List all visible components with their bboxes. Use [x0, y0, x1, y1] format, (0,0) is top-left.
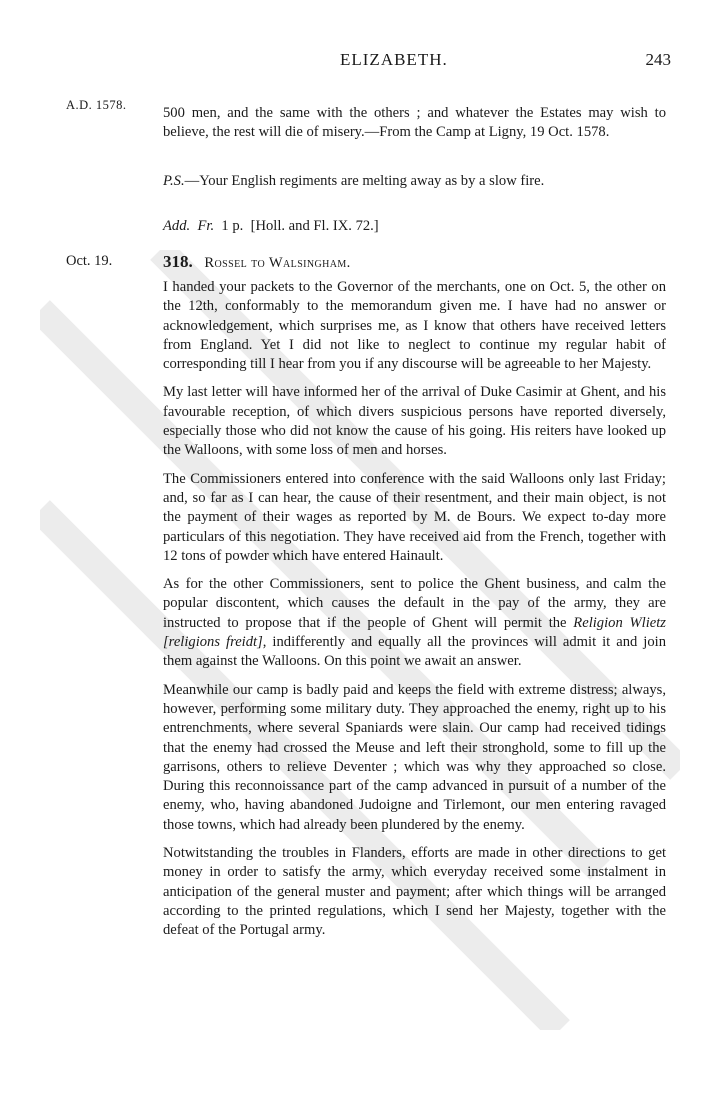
paragraph-4-bracket: [religions freidt]: [163, 634, 263, 651]
running-title: ELIZABETH.: [340, 50, 448, 69]
paragraph-1: I handed your packets to the Governor of the merchants, one on Oct. 5, the other on the 12th, conformably to the memorandum given me. I have had no answer or acknowledgement, which surprises me, as I know that others have received letters from England. Yet I did not like to neglect to continue my regular habit of corresponding till I hear from you if any discourse will be agreeable to her Majesty.: [163, 279, 666, 373]
source-lang: Fr.: [197, 218, 215, 234]
source-reference: [Holl. and Fl. IX. 72.]: [250, 218, 379, 234]
entry-title: Rossel to Walsingham.: [204, 255, 351, 271]
paragraph-2: My last letter will have informed her of the arrival of Duke Casimir at Ghent, and his favourable reception, of which divers suspicious persons have reported diversely, especially those who did not know the cause of his going. His reiters have looked up the Walloons, with some loss of men and horses.: [163, 384, 666, 459]
postscript-text: —Your English regiments are melting away as by a slow fire.: [184, 173, 545, 189]
paragraph-3: The Commissioners entered into conference with the said Walloons only last Friday; and, so far as I can hear, the cause of their resentment, and their main object, is not the payment of their wages as reported by M. de Bours. We expect to-day more particulars of this negotiation. They have received aid from the French, together with 12 tons of powder which have entered Hainault.: [163, 470, 666, 564]
margin-date-note: Oct. 19.: [66, 253, 113, 269]
paragraph-4-before: As for the other Commissioners, sent to police the Ghent business, and calm the popular discontent, which causes the default in the pay of the army, they are instructed to propose that if the people of Ghent will permit the: [163, 576, 666, 631]
letter-body: [163, 278, 666, 950]
paragraph-6: Notwitstanding the troubles in Flanders, efforts are made in other directions to get money in order to satisfy the army, which everyday received some instalment in anticipation of the general muster and payment; after which things will be arranged according to the printed regulations, which I send her Majesty, together with the defeat of the Portugal army.: [163, 845, 666, 939]
source-note: [163, 217, 666, 236]
continued-text: 500 men, and the same with the others ; and whatever the Estates may wish to believe, the rest will die of misery.—From the Camp at Ligny, 19 Oct. 1578.: [163, 105, 666, 141]
postscript: [163, 172, 666, 191]
postscript-label: P.S.: [163, 173, 185, 189]
paragraph-5: Meanwhile our camp is badly paid and keeps the field with extreme distress; always, however, performing some military duty. They approached the enemy, right up to his entrenchments, where several Spaniards were slain. Our camp had received tidings that the enemy had crossed the Meuse and left their stronghold, some to fill up the garrisons, others to relieve Deventer ; which was why they approached so close. During this reconnoissance part of the camp advanced in pursuit of a number of the enemy, who, having abandoned Judoigne and Tirlemont, our men entering ravaged those towns, which had already been plundered by the enemy.: [163, 681, 666, 833]
margin-year-note: A.D. 1578.: [66, 98, 127, 112]
paragraph-4-italic: Religion Wlietz: [573, 614, 666, 631]
entry-heading: [163, 252, 351, 272]
continued-paragraph: [163, 104, 666, 143]
page-header: [0, 50, 709, 80]
source-pages: 1 p.: [221, 218, 244, 234]
page-number: 243: [645, 50, 671, 69]
paragraph-4: [163, 575, 666, 671]
source-add: Add.: [163, 218, 191, 234]
paragraph-4-after: , indifferently and equally all the provinces will admit it and join them against the Walloons. On this point we await an answer.: [163, 634, 666, 670]
entry-number: 318.: [163, 252, 193, 271]
